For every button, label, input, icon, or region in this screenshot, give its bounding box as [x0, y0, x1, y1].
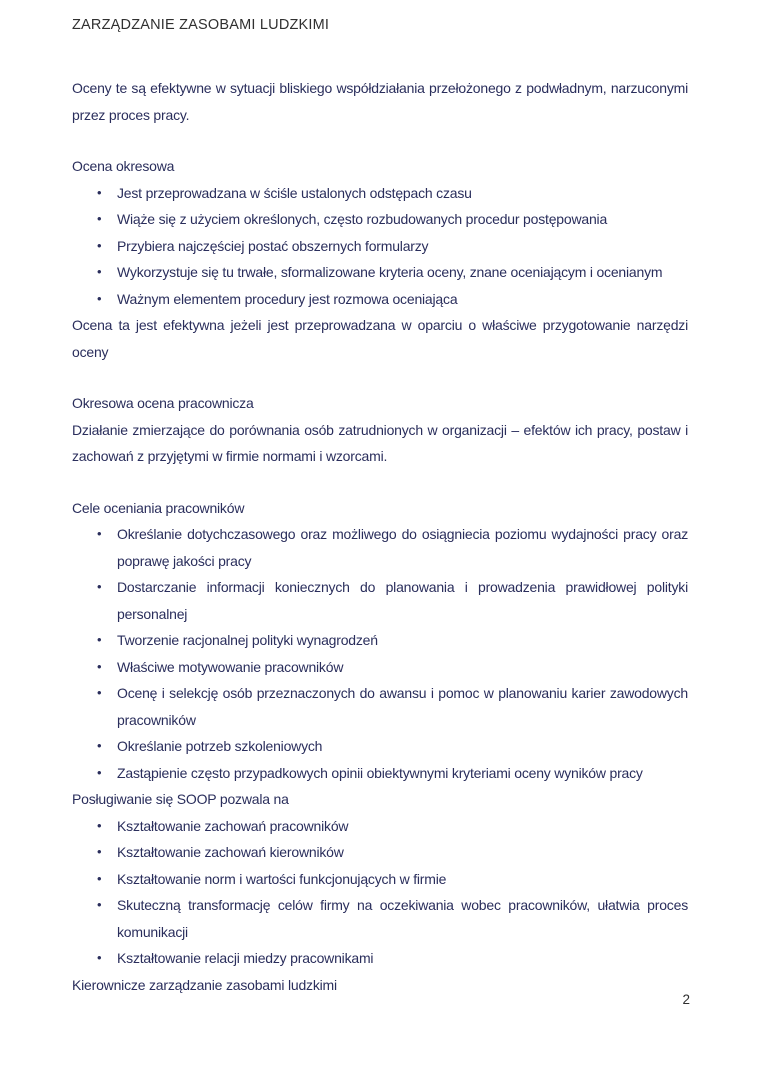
bullet-text: Kształtowanie zachowań pracowników	[117, 817, 349, 834]
bullet-text: Przybiera najczęściej postać obszernych formularzy	[117, 237, 429, 254]
intro-paragraph: Oceny te są efektywne w sytuacji bliskiego współdziałania przełożonego z podwładnym, narzuconymi przez proces pracy.	[72, 80, 688, 123]
bullet-item	[72, 760, 688, 787]
bullet-text: Wiąże się z użyciem określonych, często rozbudowanych procedur postępowania	[117, 211, 608, 227]
bullet-item	[72, 892, 688, 945]
ocena-okresowa-note: Ocena ta jest efektywna jeżeli jest przeprowadzana w oparciu o właściwe przygotowanie narzędzi oceny	[72, 317, 688, 360]
bullet-text: Ważnym elementem procedury jest rozmowa oceniająca	[117, 290, 458, 307]
bullet-dot-icon: •	[97, 579, 102, 594]
bullet-text: Wykorzystuje się tu trwałe, sformalizowane kryteria oceny, znane oceniającym i ocenianym	[117, 264, 663, 280]
heading-okresowa-ocena-pracownicza: Okresowa ocena pracownicza	[72, 395, 254, 411]
bullet-text: Określanie potrzeb szkoleniowych	[117, 738, 323, 754]
bullet-item	[72, 206, 688, 233]
heading-cele-oceniania: Cele oceniania pracowników	[72, 499, 245, 516]
bullet-dot-icon: •	[97, 870, 102, 886]
bullet-text: Jest przeprowadzana w ściśle ustalonych odstępach czasu	[117, 184, 472, 201]
bullet-text: Kształtowanie relacji miedzy pracownikami	[117, 950, 374, 966]
bullet-item	[72, 233, 688, 260]
bullet-item	[72, 286, 688, 313]
bullet-dot-icon: •	[97, 817, 102, 833]
bullet-dot-icon: •	[97, 290, 102, 306]
closing-line: Kierownicze zarządzanie zasobami ludzkimi	[72, 976, 337, 993]
bullet-item	[72, 945, 688, 972]
bullet-dot-icon: •	[97, 237, 102, 253]
bullet-item	[72, 866, 688, 893]
bullet-item	[72, 680, 688, 733]
bullet-dot-icon: •	[97, 685, 102, 700]
document-body	[72, 75, 688, 998]
bullet-text: Tworzenie racjonalnej polityki wynagrodzeń	[117, 632, 378, 648]
bullet-dot-icon: •	[97, 184, 102, 200]
bullet-text: Zastąpienie często przypadkowych opinii obiektywnymi kryteriami oceny wyników pracy	[117, 764, 643, 781]
bullet-text: Ocenę i selekcję osób przeznaczonych do awansu i pomoc w planowaniu karier zawodowych pracowników	[117, 685, 688, 728]
bullet-item	[72, 574, 688, 627]
bullet-text: Kształtowanie zachowań kierowników	[117, 844, 344, 860]
bullet-dot-icon: •	[97, 738, 102, 753]
bullet-dot-icon: •	[97, 844, 102, 859]
soop-intro-line: Posługiwanie się SOOP pozwala na	[72, 791, 289, 807]
okresowa-ocena-definition: Działanie zmierzające do porównania osób zatrudnionych w organizacji – efektów ich pracy, postaw i zachowań z przyjętymi w firmie normami i wzorcami.	[72, 421, 688, 464]
bullet-dot-icon: •	[97, 211, 102, 226]
bullet-item	[72, 521, 688, 574]
heading-ocena-okresowa: Ocena okresowa	[72, 158, 175, 174]
document-title: ZARZĄDZANIE ZASOBAMI LUDZKIMI	[72, 17, 330, 33]
bullet-text: Właściwe motywowanie pracowników	[117, 658, 344, 675]
bullet-text: Dostarczanie informacji koniecznych do planowania i prowadzenia prawidłowej polityki personalnej	[117, 579, 688, 622]
bullet-item	[72, 654, 688, 681]
bullet-item	[72, 180, 688, 207]
bullet-item	[72, 259, 688, 286]
bullet-text: Określanie dotychczasowego oraz możliwego do osiągniecia poziomu wydajności pracy oraz poprawę jakości pracy	[117, 526, 688, 569]
bullet-item	[72, 839, 688, 866]
bullet-dot-icon: •	[97, 950, 102, 965]
page-number: 2	[682, 992, 690, 1007]
bullet-text: Kształtowanie norm i wartości funkcjonujących w firmie	[117, 870, 447, 887]
bullet-dot-icon: •	[97, 897, 102, 912]
bullet-item	[72, 733, 688, 760]
bullet-text: Skuteczną transformację celów firmy na oczekiwania wobec pracowników, ułatwia proces komunikacji	[117, 897, 688, 940]
bullet-dot-icon: •	[97, 764, 102, 780]
bullet-item	[72, 627, 688, 654]
bullet-dot-icon: •	[97, 658, 102, 674]
bullet-dot-icon: •	[97, 264, 102, 279]
bullet-dot-icon: •	[97, 526, 102, 541]
bullet-item	[72, 813, 688, 840]
bullet-dot-icon: •	[97, 632, 102, 647]
